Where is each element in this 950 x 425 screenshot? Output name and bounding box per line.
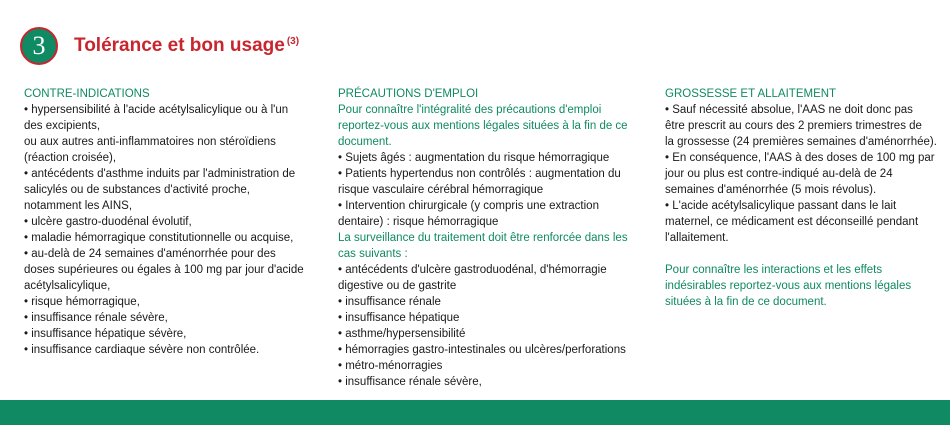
intro-line: reportez-vous aux mentions légales situées à la fin de ce bbox=[338, 120, 628, 132]
list-item: semaines d'aménorrhée (5 mois révolus). bbox=[665, 184, 877, 196]
precautions-column bbox=[338, 86, 634, 390]
section-title bbox=[74, 35, 299, 57]
list-item: digestive ou de gastrite bbox=[338, 280, 457, 292]
list-item: • En conséquence, l'AAS à des doses de 100 mg par bbox=[665, 152, 935, 164]
list-item: notamment les AINS, bbox=[24, 200, 133, 212]
list-item: • insuffisance rénale bbox=[338, 296, 441, 308]
intro-line: document. bbox=[338, 136, 392, 148]
list-item: • risque hémorragique, bbox=[24, 296, 140, 308]
list-item: maternel, ce médicament est déconseillé pendant bbox=[665, 216, 919, 228]
section-number-badge: 3 bbox=[20, 27, 58, 65]
list-item: • hypersensibilité à l'acide acétylsalicylique ou à l'un bbox=[24, 104, 289, 116]
note-line: Pour connaître les interactions et les effets bbox=[665, 264, 883, 276]
list-item: • insuffisance hépatique sévère, bbox=[24, 328, 187, 340]
pregnancy-column bbox=[665, 86, 940, 310]
contraindications-list bbox=[24, 102, 314, 358]
list-item: dentaire) : risque hémorragique bbox=[338, 216, 499, 228]
precautions-heading: PRÉCAUTIONS D'EMPLOI bbox=[338, 88, 479, 100]
section-header bbox=[20, 26, 299, 66]
contraindications-column bbox=[24, 86, 314, 358]
section-title-text: Tolérance et bon usage bbox=[74, 35, 285, 56]
list-item: • au-delà de 24 semaines d'aménorrhée pour des bbox=[24, 248, 276, 260]
list-item: • Sujets âgés : augmentation du risque hémorragique bbox=[338, 152, 610, 164]
list-item: doses supérieures ou égales à 100 mg par jour d'acide bbox=[24, 264, 304, 276]
intro-line: Pour connaître l'intégralité des précautions d'emploi bbox=[338, 104, 602, 116]
list-item: risque vasculaire cérébral hémorragique bbox=[338, 184, 544, 196]
list-item: • Patients hypertendus non contrôlés : augmentation du bbox=[338, 168, 621, 180]
list-item: • hémorragies gastro-intestinales ou ulcères/perforations bbox=[338, 344, 626, 356]
list-item: acétylsalicylique, bbox=[24, 280, 111, 292]
footer-bar bbox=[0, 400, 950, 425]
list-item: • antécédents d'ulcère gastroduodénal, d'hémorragie bbox=[338, 264, 607, 276]
surveillance-subheading bbox=[338, 230, 634, 262]
list-item: salicylés ou de substances d'activité proche, bbox=[24, 184, 250, 196]
list-item: • métro-ménorragies bbox=[338, 360, 443, 372]
note-line: indésirables reportez-vous aux mentions légales bbox=[665, 280, 912, 292]
list-item: • insuffisance rénale sévère, bbox=[24, 312, 168, 324]
list-item: (réaction croisée), bbox=[24, 152, 117, 164]
list-item: être prescrit au cours des 2 premiers trimestres de bbox=[665, 120, 922, 132]
list-item: • ulcère gastro-duodénal évolutif, bbox=[24, 216, 192, 228]
list-item: • asthme/hypersensibilité bbox=[338, 328, 466, 340]
list-item: la grossesse (24 premières semaines d'aménorrhée). bbox=[665, 136, 937, 148]
list-item: jour ou plus est contre-indiqué au-delà de 24 bbox=[665, 168, 893, 180]
list-item: • antécédents d'asthme induits par l'administration de bbox=[24, 168, 296, 180]
section-title-ref: (3) bbox=[286, 35, 300, 47]
interactions-note bbox=[665, 262, 940, 310]
contraindications-heading: CONTRE-INDICATIONS bbox=[24, 88, 150, 100]
pregnancy-list bbox=[665, 102, 940, 246]
list-item: • insuffisance cardiaque sévère non contrôlée. bbox=[24, 344, 260, 356]
pregnancy-heading: GROSSESSE ET ALLAITEMENT bbox=[665, 88, 837, 100]
note-line: situées à la fin de ce document. bbox=[665, 296, 827, 308]
subheading-line: cas suivants : bbox=[338, 248, 408, 260]
list-item: ou aux autres anti-inflammatoires non stéroïdiens bbox=[24, 136, 276, 148]
subheading-line: La surveillance du traitement doit être renforcée dans les bbox=[338, 232, 628, 244]
list-item: des excipients, bbox=[24, 120, 101, 132]
list-item: • L'acide acétylsalicylique passant dans le lait bbox=[665, 200, 897, 212]
surveillance-list bbox=[338, 262, 634, 390]
list-item: • insuffisance hépatique bbox=[338, 312, 460, 324]
spacer bbox=[665, 246, 940, 262]
precautions-intro bbox=[338, 102, 634, 150]
list-item: • insuffisance rénale sévère, bbox=[338, 376, 482, 388]
list-item: • Intervention chirurgicale (y compris une extraction bbox=[338, 200, 599, 212]
precautions-list bbox=[338, 150, 634, 230]
list-item: l'allaitement. bbox=[665, 232, 729, 244]
list-item: • Sauf nécessité absolue, l'AAS ne doit donc pas bbox=[665, 104, 913, 116]
list-item: • maladie hémorragique constitutionnelle ou acquise, bbox=[24, 232, 294, 244]
